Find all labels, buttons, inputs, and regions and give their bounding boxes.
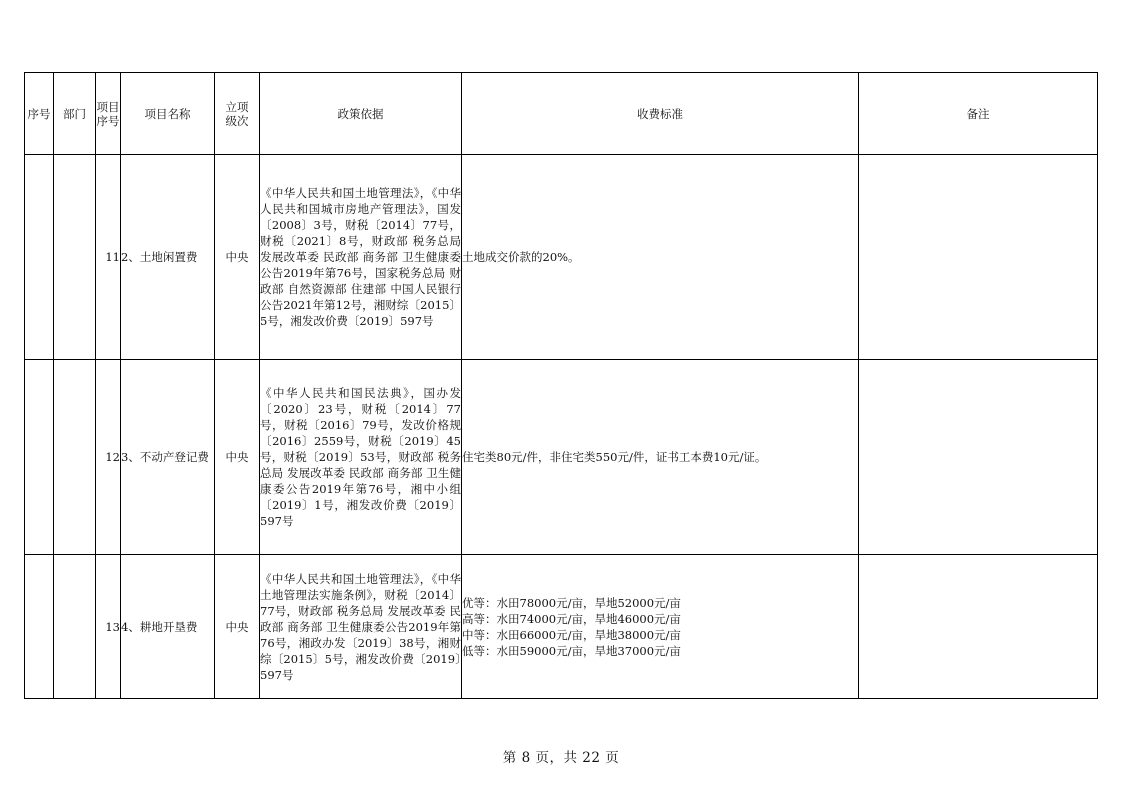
header-item-seq-label: 项目序号 bbox=[96, 99, 120, 128]
table-row bbox=[25, 360, 1098, 555]
cell-level: 中央 bbox=[215, 555, 260, 699]
standard-line: 中等：水田66000元/亩，旱地38000元/亩 bbox=[462, 627, 681, 642]
cell-seq bbox=[25, 360, 54, 555]
cell-level: 中央 bbox=[215, 360, 260, 555]
table-row bbox=[25, 555, 1098, 699]
header-remark: 备注 bbox=[859, 73, 1098, 155]
cell-policy: 《中华人民共和国民法典》，国办发〔2020〕23号，财税〔2014〕77号，财税〔2016〕79号，发改价格规〔2016〕2559号，财税〔2019〕45号，财税〔2019〕53号，财政部 税务总局 发展改革委 民政部 商务部 卫生健康委公告2019年第76号，湘中小组〔2019〕1号，湘发改价费〔2019〕597号 bbox=[260, 360, 462, 555]
cell-item-name: 2、土地闲置费 bbox=[121, 155, 215, 360]
cell-remark bbox=[859, 360, 1098, 555]
standard-line: 低等：水田59000元/亩，旱地37000元/亩 bbox=[462, 643, 681, 658]
cell-dept bbox=[54, 155, 96, 360]
cell-dept bbox=[54, 360, 96, 555]
fee-table bbox=[24, 72, 1098, 699]
header-row bbox=[25, 73, 1098, 155]
cell-standard bbox=[462, 555, 859, 699]
header-dept: 部门 bbox=[54, 73, 96, 155]
header-policy: 政策依据 bbox=[260, 73, 462, 155]
header-level-label: 立项级次 bbox=[225, 99, 249, 128]
cell-item-seq: 12 bbox=[96, 360, 121, 555]
cell-policy: 《中华人民共和国土地管理法》，《中华土地管理法实施条例》，财税〔2014〕77号，财政部 税务总局 发展改革委 民政部 商务部 卫生健康委公告2019年第76号，湘政办发〔2019〕38号，湘财综〔2015〕5号，湘发改价费〔2019〕597号 bbox=[260, 555, 462, 699]
header-item-seq bbox=[96, 73, 121, 155]
standard-line: 优等：水田78000元/亩，旱地52000元/亩 bbox=[462, 595, 681, 610]
header-level bbox=[215, 73, 260, 155]
cell-seq bbox=[25, 555, 54, 699]
cell-level: 中央 bbox=[215, 155, 260, 360]
page-footer: 第 8 页，共 22 页 bbox=[502, 750, 620, 766]
cell-remark bbox=[859, 155, 1098, 360]
table-row bbox=[25, 155, 1098, 360]
cell-item-seq: 13 bbox=[96, 555, 121, 699]
standard-line: 高等：水田74000元/亩，旱地46000元/亩 bbox=[462, 611, 681, 626]
header-standard: 收费标准 bbox=[462, 73, 859, 155]
cell-remark bbox=[859, 555, 1098, 699]
standard-line: 住宅类80元/件，非住宅类550元/件，证书工本费10元/证。 bbox=[462, 450, 767, 464]
cell-seq bbox=[25, 155, 54, 360]
cell-item-name: 4、耕地开垦费 bbox=[121, 555, 215, 699]
cell-standard bbox=[462, 360, 859, 555]
cell-item-name: 3、不动产登记费 bbox=[121, 360, 215, 555]
cell-policy: 《中华人民共和国土地管理法》，《中华人民共和国城市房地产管理法》，国发〔2008〕3号，财税〔2014〕77号，财税〔2021〕8号，财政部 税务总局 发展改革委 民政部 商务部 卫生健康委公告2019年第76号，国家税务总局 财政部 自然资源部 住建部 中国人民银行公告2021年第12号，湘财综〔2015〕5号，湘发改价费〔2019〕597号 bbox=[260, 155, 462, 360]
standard-line: 土地成交价款的20%。 bbox=[462, 250, 580, 264]
cell-standard bbox=[462, 155, 859, 360]
cell-item-seq: 11 bbox=[96, 155, 121, 360]
header-seq: 序号 bbox=[25, 73, 54, 155]
header-item-name: 项目名称 bbox=[121, 73, 215, 155]
cell-dept bbox=[54, 555, 96, 699]
